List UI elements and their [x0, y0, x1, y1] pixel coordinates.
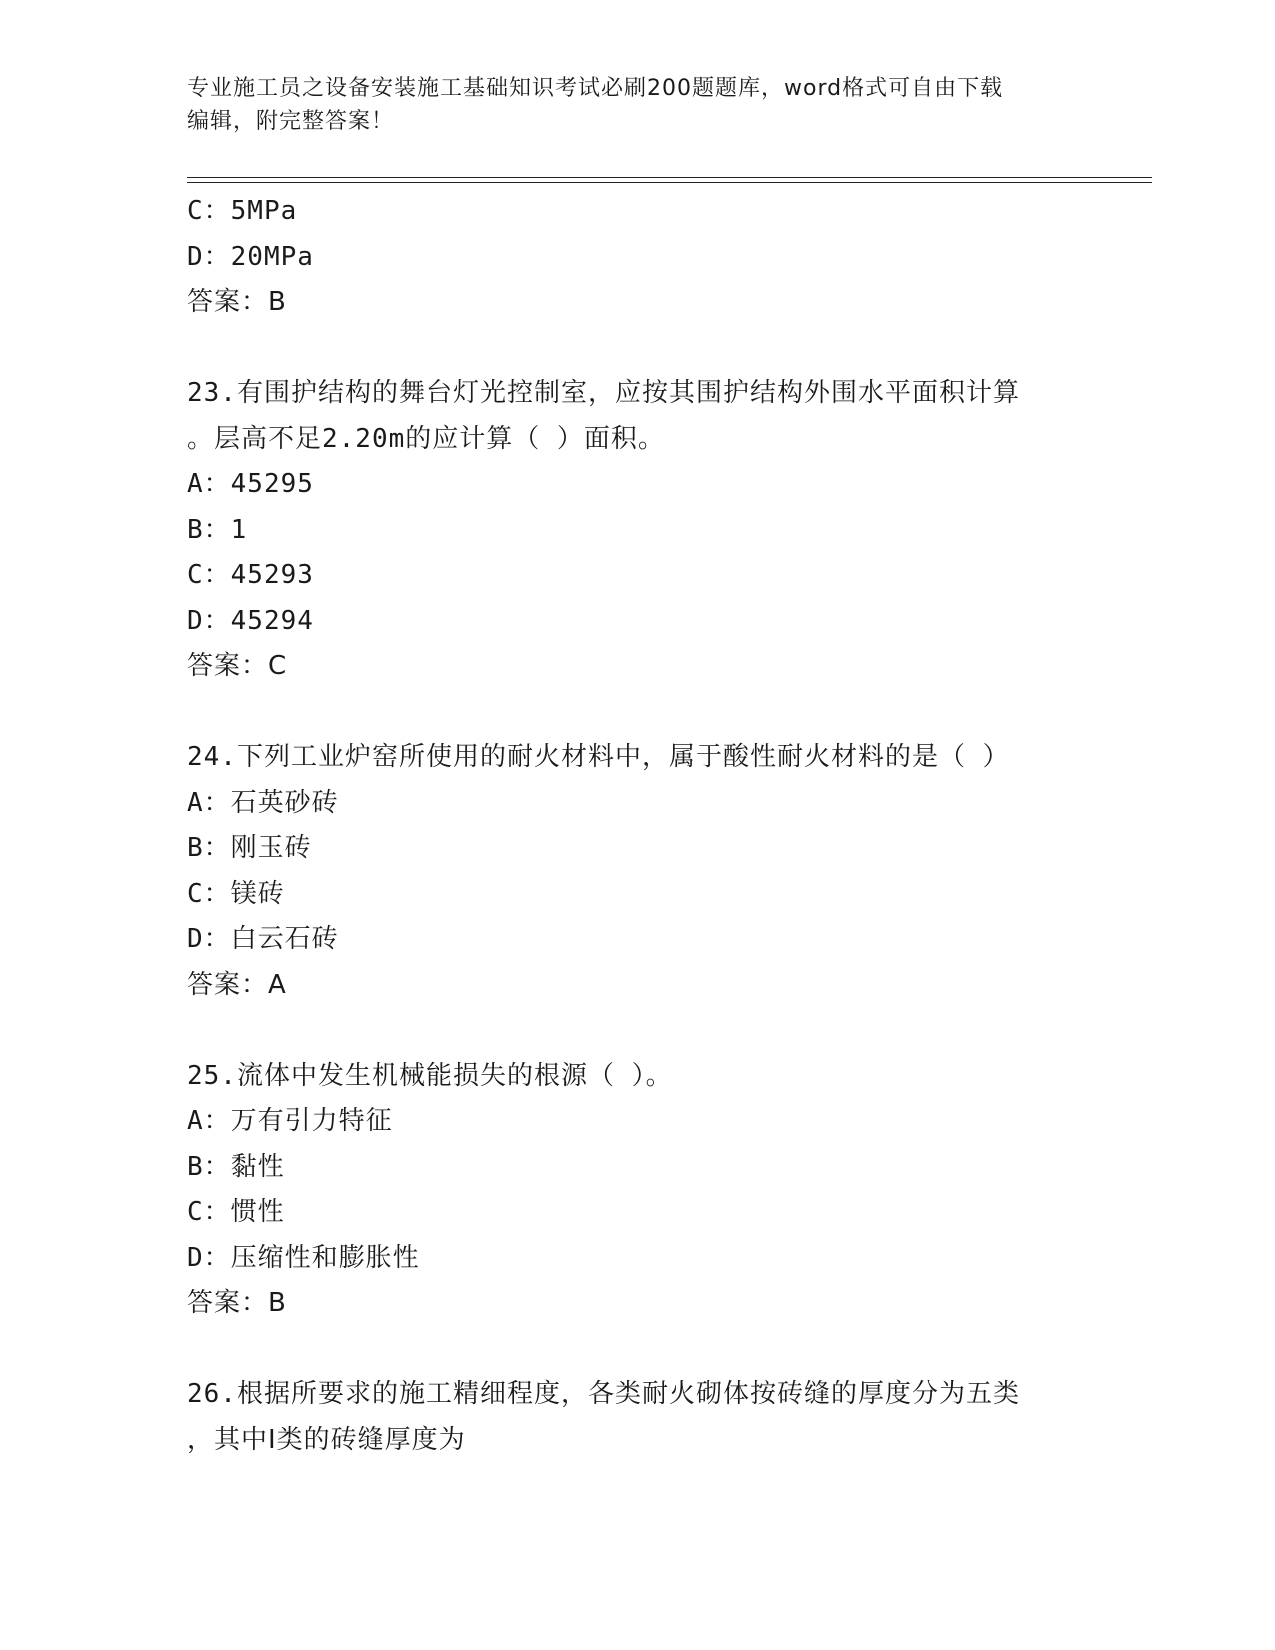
- option-a: A：石英砂砖: [187, 787, 339, 818]
- option-b: B：黏性: [187, 1151, 285, 1182]
- option-d: D：白云石砖: [187, 924, 339, 954]
- question-list: [187, 189, 1087, 1463]
- answer: 答案：B: [187, 1288, 287, 1318]
- answer: 答案：B: [187, 287, 287, 317]
- header-line-2: 编辑，附完整答案！: [187, 109, 395, 134]
- spacer: [187, 1008, 1087, 1054]
- question-stem: [187, 1372, 1087, 1463]
- document-header: [187, 72, 1087, 138]
- question-stem-line: 。层高不足2.20m的应计算（ ）面积。: [187, 423, 665, 454]
- option-b: B：刚玉砖: [187, 833, 312, 863]
- question-stem: [187, 371, 1087, 462]
- question-stem-line: 26.根据所要求的施工精细程度，各类耐火砌体按砖缝的厚度分为五类: [187, 1379, 1020, 1409]
- option-c: C：镁砖: [187, 878, 285, 909]
- option-b: B：1: [187, 514, 248, 545]
- question-22: [187, 189, 1087, 326]
- answer: 答案：A: [187, 969, 287, 1000]
- option-d: D：45294: [187, 605, 314, 636]
- question-26: [187, 1372, 1087, 1463]
- question-stem-line: 23.有围护结构的舞台灯光控制室，应按其围护结构外围水平面积计算: [187, 378, 1020, 408]
- question-24: [187, 735, 1087, 1008]
- question-stem: [187, 1054, 1087, 1100]
- option-d: D：20MPa: [187, 241, 314, 272]
- header-divider-bottom: [187, 182, 1152, 183]
- spacer: [187, 690, 1087, 736]
- header-divider-top: [187, 177, 1152, 178]
- answer: 答案：C: [187, 651, 288, 681]
- option-a: A：万有引力特征: [187, 1106, 393, 1136]
- option-a: A：45295: [187, 469, 314, 499]
- option-c: C：45293: [187, 560, 314, 590]
- question-23: [187, 371, 1087, 690]
- question-25: [187, 1054, 1087, 1327]
- option-c: C：惯性: [187, 1197, 285, 1227]
- option-d: D：压缩性和膨胀性: [187, 1242, 420, 1273]
- spacer: [187, 326, 1087, 372]
- question-stem: [187, 735, 1087, 781]
- header-line-1: 专业施工员之设备安装施工基础知识考试必刷200题题库，word格式可自由下载: [187, 76, 1004, 101]
- question-stem-line: 25.流体中发生机械能损失的根源（ ）。: [187, 1060, 673, 1091]
- question-stem-line: 24.下列工业炉窑所使用的耐火材料中，属于酸性耐火材料的是（ ）: [187, 742, 1010, 772]
- option-c: C：5MPa: [187, 196, 298, 226]
- question-stem-line: ，其中Ⅰ类的砖缝厚度为: [187, 1424, 466, 1455]
- spacer: [187, 1327, 1087, 1373]
